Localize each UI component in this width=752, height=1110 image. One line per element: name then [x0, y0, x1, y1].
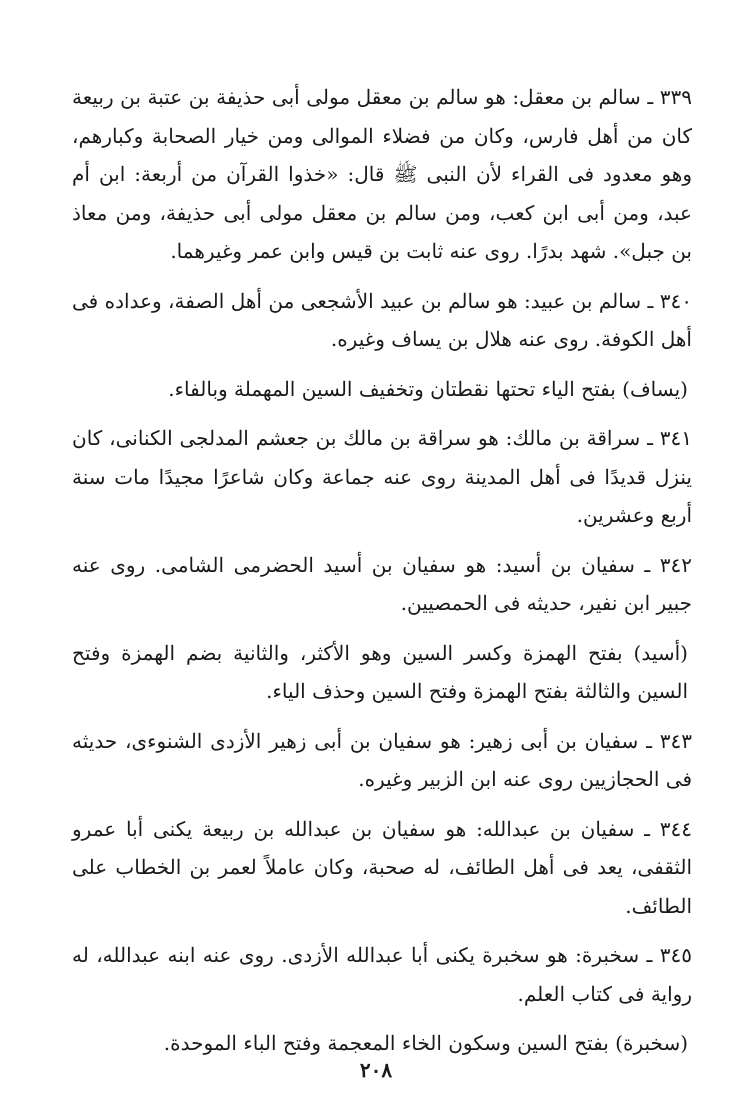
entry-343: ٣٤٣ ـ سفيان بن أبى زهير: هو سفيان بن أبى زهير الأزدى الشنوءى، حديثه فى الحجازيين روى عنه ابن الزبير وغيره. [72, 728, 692, 791]
note-usayd: (أسيد) بفتح الهمزة وكسر السين وهو الأكثر، والثانية بضم الهمزة وفتح السين والثالثة بفتح الهمزة وفتح السين وحذف الياء. [72, 640, 688, 703]
entry-340: ٣٤٠ ـ سالم بن عبيد: هو سالم بن عبيد الأشجعى من أهل الصفة، وعداده فى أهل الكوفة. روى عنه هلال بن يساف وغيره. [72, 288, 692, 351]
entry-342: ٣٤٢ ـ سفيان بن أسيد: هو سفيان بن أسيد الحضرمى الشامى. روى عنه جبير ابن نفير، حديثه فى الحمصيين. [72, 552, 692, 615]
entry-344: ٣٤٤ ـ سفيان بن عبدالله: هو سفيان بن عبدالله بن ربيعة يكنى أبا عمرو الثقفى، يعد فى أهل الطائف، له صحبة، وكان عاملاً لعمر بن الخطاب على الطائف. [72, 816, 692, 918]
note-sakhbara: (سخبرة) بفتح السين وسكون الخاء المعجمة وفتح الباء الموحدة. [163, 1031, 688, 1055]
entry-339: ٣٣٩ ـ سالم بن معقل: هو سالم بن معقل مولى أبى حذيفة بن عتبة بن ربيعة كان من أهل فارس، وكان من فضلاء الموالى ومن خيار الصحابة وكبارهم، وهو معدود فى القراء لأن النبى ﷺ قال: «خذوا القرآن من أربعة: ابن أم عبد، ومن أبى ابن كعب، ومن سالم بن معقل مولى أبى حذيفة، ومن معاذ بن جبل». شهد بدرًا. روى عنه ثابت بن قيس وابن عمر وغيرهما. [72, 85, 692, 263]
page-body [72, 78, 692, 1074]
note-yasaf: (يساف) بفتح الياء تحتها نقطتان وتخفيف السين المهملة وبالفاء. [168, 376, 688, 401]
entry-345: ٣٤٥ ـ سخبرة: هو سخبرة يكنى أبا عبدالله الأزدى. روى عنه ابنه عبدالله، له رواية فى كتاب العلم. [72, 943, 692, 1006]
page-number: ٢٠٨ [359, 1058, 393, 1082]
entry-341: ٣٤١ ـ سراقة بن مالك: هو سراقة بن مالك بن جعشم المدلجى الكنانى، كان ينزل قديدًا فى أهل المدينة روى عنه جماعة وكان شاعرًا مجيدًا مات سنة أربع وعشرين. [72, 426, 692, 527]
